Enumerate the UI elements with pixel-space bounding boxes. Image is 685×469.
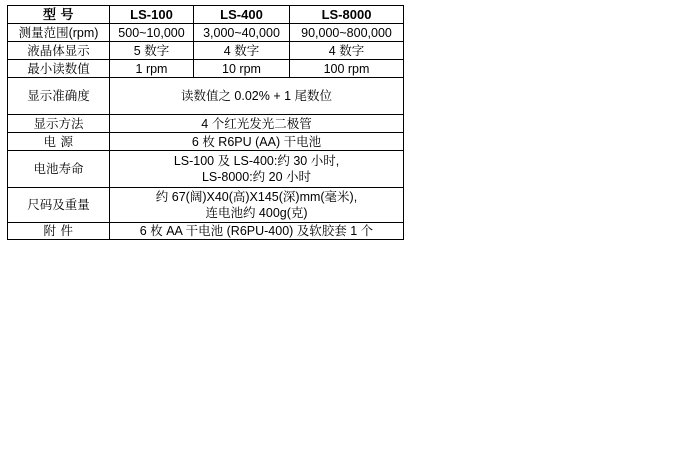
lcd-value-ls100: 5 数字 <box>110 42 194 60</box>
accuracy-value-cell: 读数值之 0.02% + 1 尾数位 <box>110 78 404 115</box>
power-label-cell: 电 源 <box>8 133 110 151</box>
range-value-ls400: 3,000~40,000 <box>194 24 290 42</box>
model-cell-ls100: LS-100 <box>110 6 194 24</box>
table-row-accessories <box>8 223 404 240</box>
dimensions-value-cell <box>110 188 404 223</box>
range-value-ls8000: 90,000~800,000 <box>290 24 404 42</box>
table-row-min-reading <box>8 60 404 78</box>
dimensions-line-2: 连电池约 400g(克) <box>205 206 308 220</box>
model-cell-ls8000: LS-8000 <box>290 6 404 24</box>
table-row-battery-life <box>8 151 404 188</box>
min-reading-value-ls400: 10 rpm <box>194 60 290 78</box>
display-method-value-cell: 4 个红光发光二极管 <box>110 115 404 133</box>
lcd-value-ls8000: 4 数字 <box>290 42 404 60</box>
header-row <box>8 6 404 24</box>
battery-life-value-cell <box>110 151 404 188</box>
accessories-label-cell: 附 件 <box>8 223 110 240</box>
table-row-power <box>8 133 404 151</box>
table-row-lcd <box>8 42 404 60</box>
lcd-value-ls400: 4 数字 <box>194 42 290 60</box>
dimensions-line-1: 约 67(阔)X40(高)X145(深)mm(毫米), <box>155 190 358 204</box>
accuracy-label-cell: 显示准确度 <box>8 78 110 115</box>
range-label-cell: 测量范围(rpm) <box>8 24 110 42</box>
model-label-cell: 型 号 <box>8 6 110 24</box>
accessories-value-cell: 6 枚 AA 干电池 (R6PU-400) 及软胶套 1 个 <box>110 223 404 240</box>
min-reading-value-ls8000: 100 rpm <box>290 60 404 78</box>
lcd-label-cell: 液晶体显示 <box>8 42 110 60</box>
min-reading-label-cell: 最小读数值 <box>8 60 110 78</box>
display-method-label-cell: 显示方法 <box>8 115 110 133</box>
table-row-accuracy <box>8 78 404 115</box>
dimensions-label-cell: 尺码及重量 <box>8 188 110 223</box>
battery-life-label-cell: 电池寿命 <box>8 151 110 188</box>
range-value-ls100: 500~10,000 <box>110 24 194 42</box>
battery-life-line-2: LS-8000:约 20 小时 <box>201 170 312 184</box>
min-reading-value-ls100: 1 rpm <box>110 60 194 78</box>
table-row-display-method <box>8 115 404 133</box>
battery-life-line-1: LS-100 及 LS-400:约 30 小时, <box>173 154 340 168</box>
spec-table <box>7 5 404 240</box>
model-cell-ls400: LS-400 <box>194 6 290 24</box>
power-value-cell: 6 枚 R6PU (AA) 干电池 <box>110 133 404 151</box>
table-row-dimensions <box>8 188 404 223</box>
table-row-range <box>8 24 404 42</box>
